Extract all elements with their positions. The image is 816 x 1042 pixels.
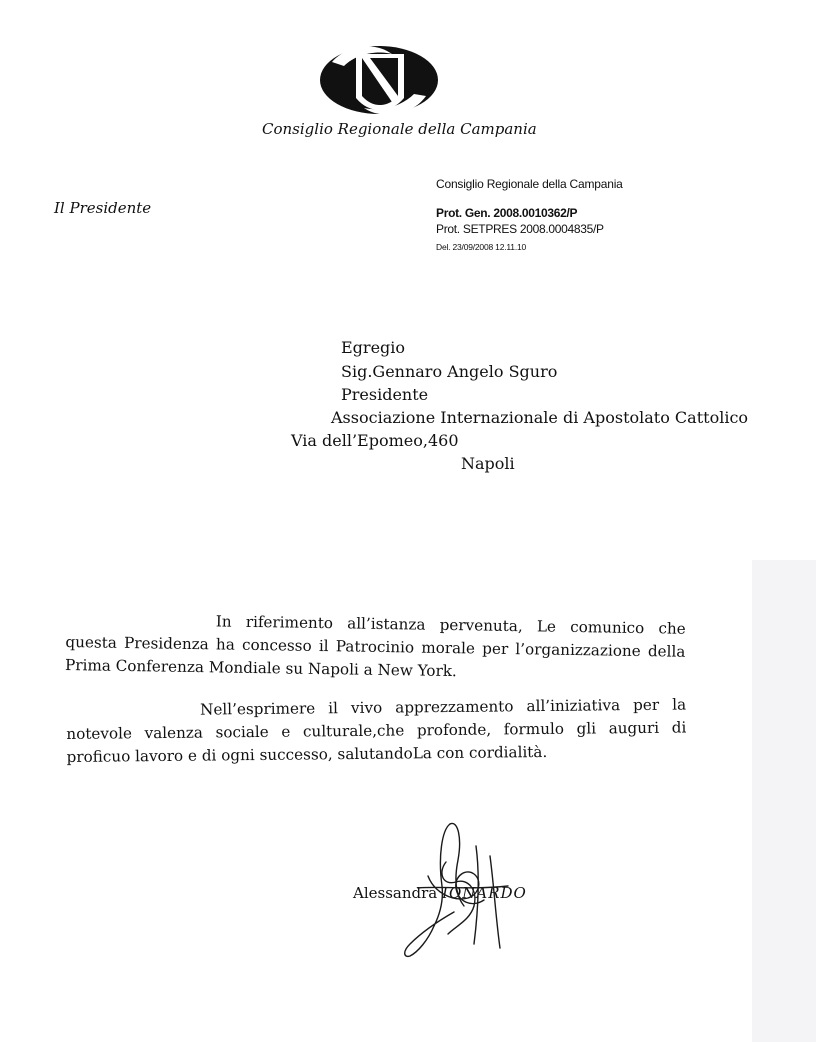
president-label: Il Presidente xyxy=(54,199,152,217)
stamp-date: Del. 23/09/2008 12.11.10 xyxy=(436,242,527,252)
body-line: notevole valenza sociale e culturale,che profonde, formulo gli auguri di xyxy=(66,718,687,743)
council-name: Consiglio Regionale della Campania xyxy=(262,120,537,138)
recipient-organization: Associazione Internazionale di Apostolato Cattolico xyxy=(331,408,749,427)
body-line: questa Presidenza ha concesso il Patrocinio morale per l’organizzazione della xyxy=(65,632,686,661)
body-line: In riferimento all’istanza pervenuta, Le comunico che xyxy=(215,612,686,638)
body-paragraph-1 xyxy=(65,608,686,687)
handwritten-signature-icon xyxy=(398,816,518,966)
signatory-first-name: Alessandra xyxy=(353,884,438,902)
body-line: Nell’esprimere il vivo apprezzamento all’iniziativa per la xyxy=(200,695,687,719)
recipient-role: Presidente xyxy=(341,385,429,404)
recipient-street: Via dell’Epomeo,460 xyxy=(291,431,459,450)
recipient-city: Napoli xyxy=(461,454,515,473)
regional-council-logo-icon xyxy=(318,38,440,122)
stamp-protocol-setpres: Prot. SETPRES 2008.0004835/P xyxy=(436,222,604,236)
body-line: proficuo lavoro e di ogni successo, salutandoLa con cordialità. xyxy=(66,742,548,766)
body-line: Prima Conferenza Mondiale su Napoli a New York. xyxy=(64,655,457,681)
body-paragraph-2 xyxy=(66,694,687,769)
recipient-name: Sig.Gennaro Angelo Sguro xyxy=(341,362,558,381)
stamp-protocol-general: Prot. Gen. 2008.0010362/P xyxy=(436,206,578,220)
signatory-surname: IONARDO xyxy=(442,884,527,902)
scan-edge-shadow xyxy=(752,560,816,1042)
stamp-title: Consiglio Regionale della Campania xyxy=(436,177,623,191)
recipient-salutation: Egregio xyxy=(341,338,406,357)
